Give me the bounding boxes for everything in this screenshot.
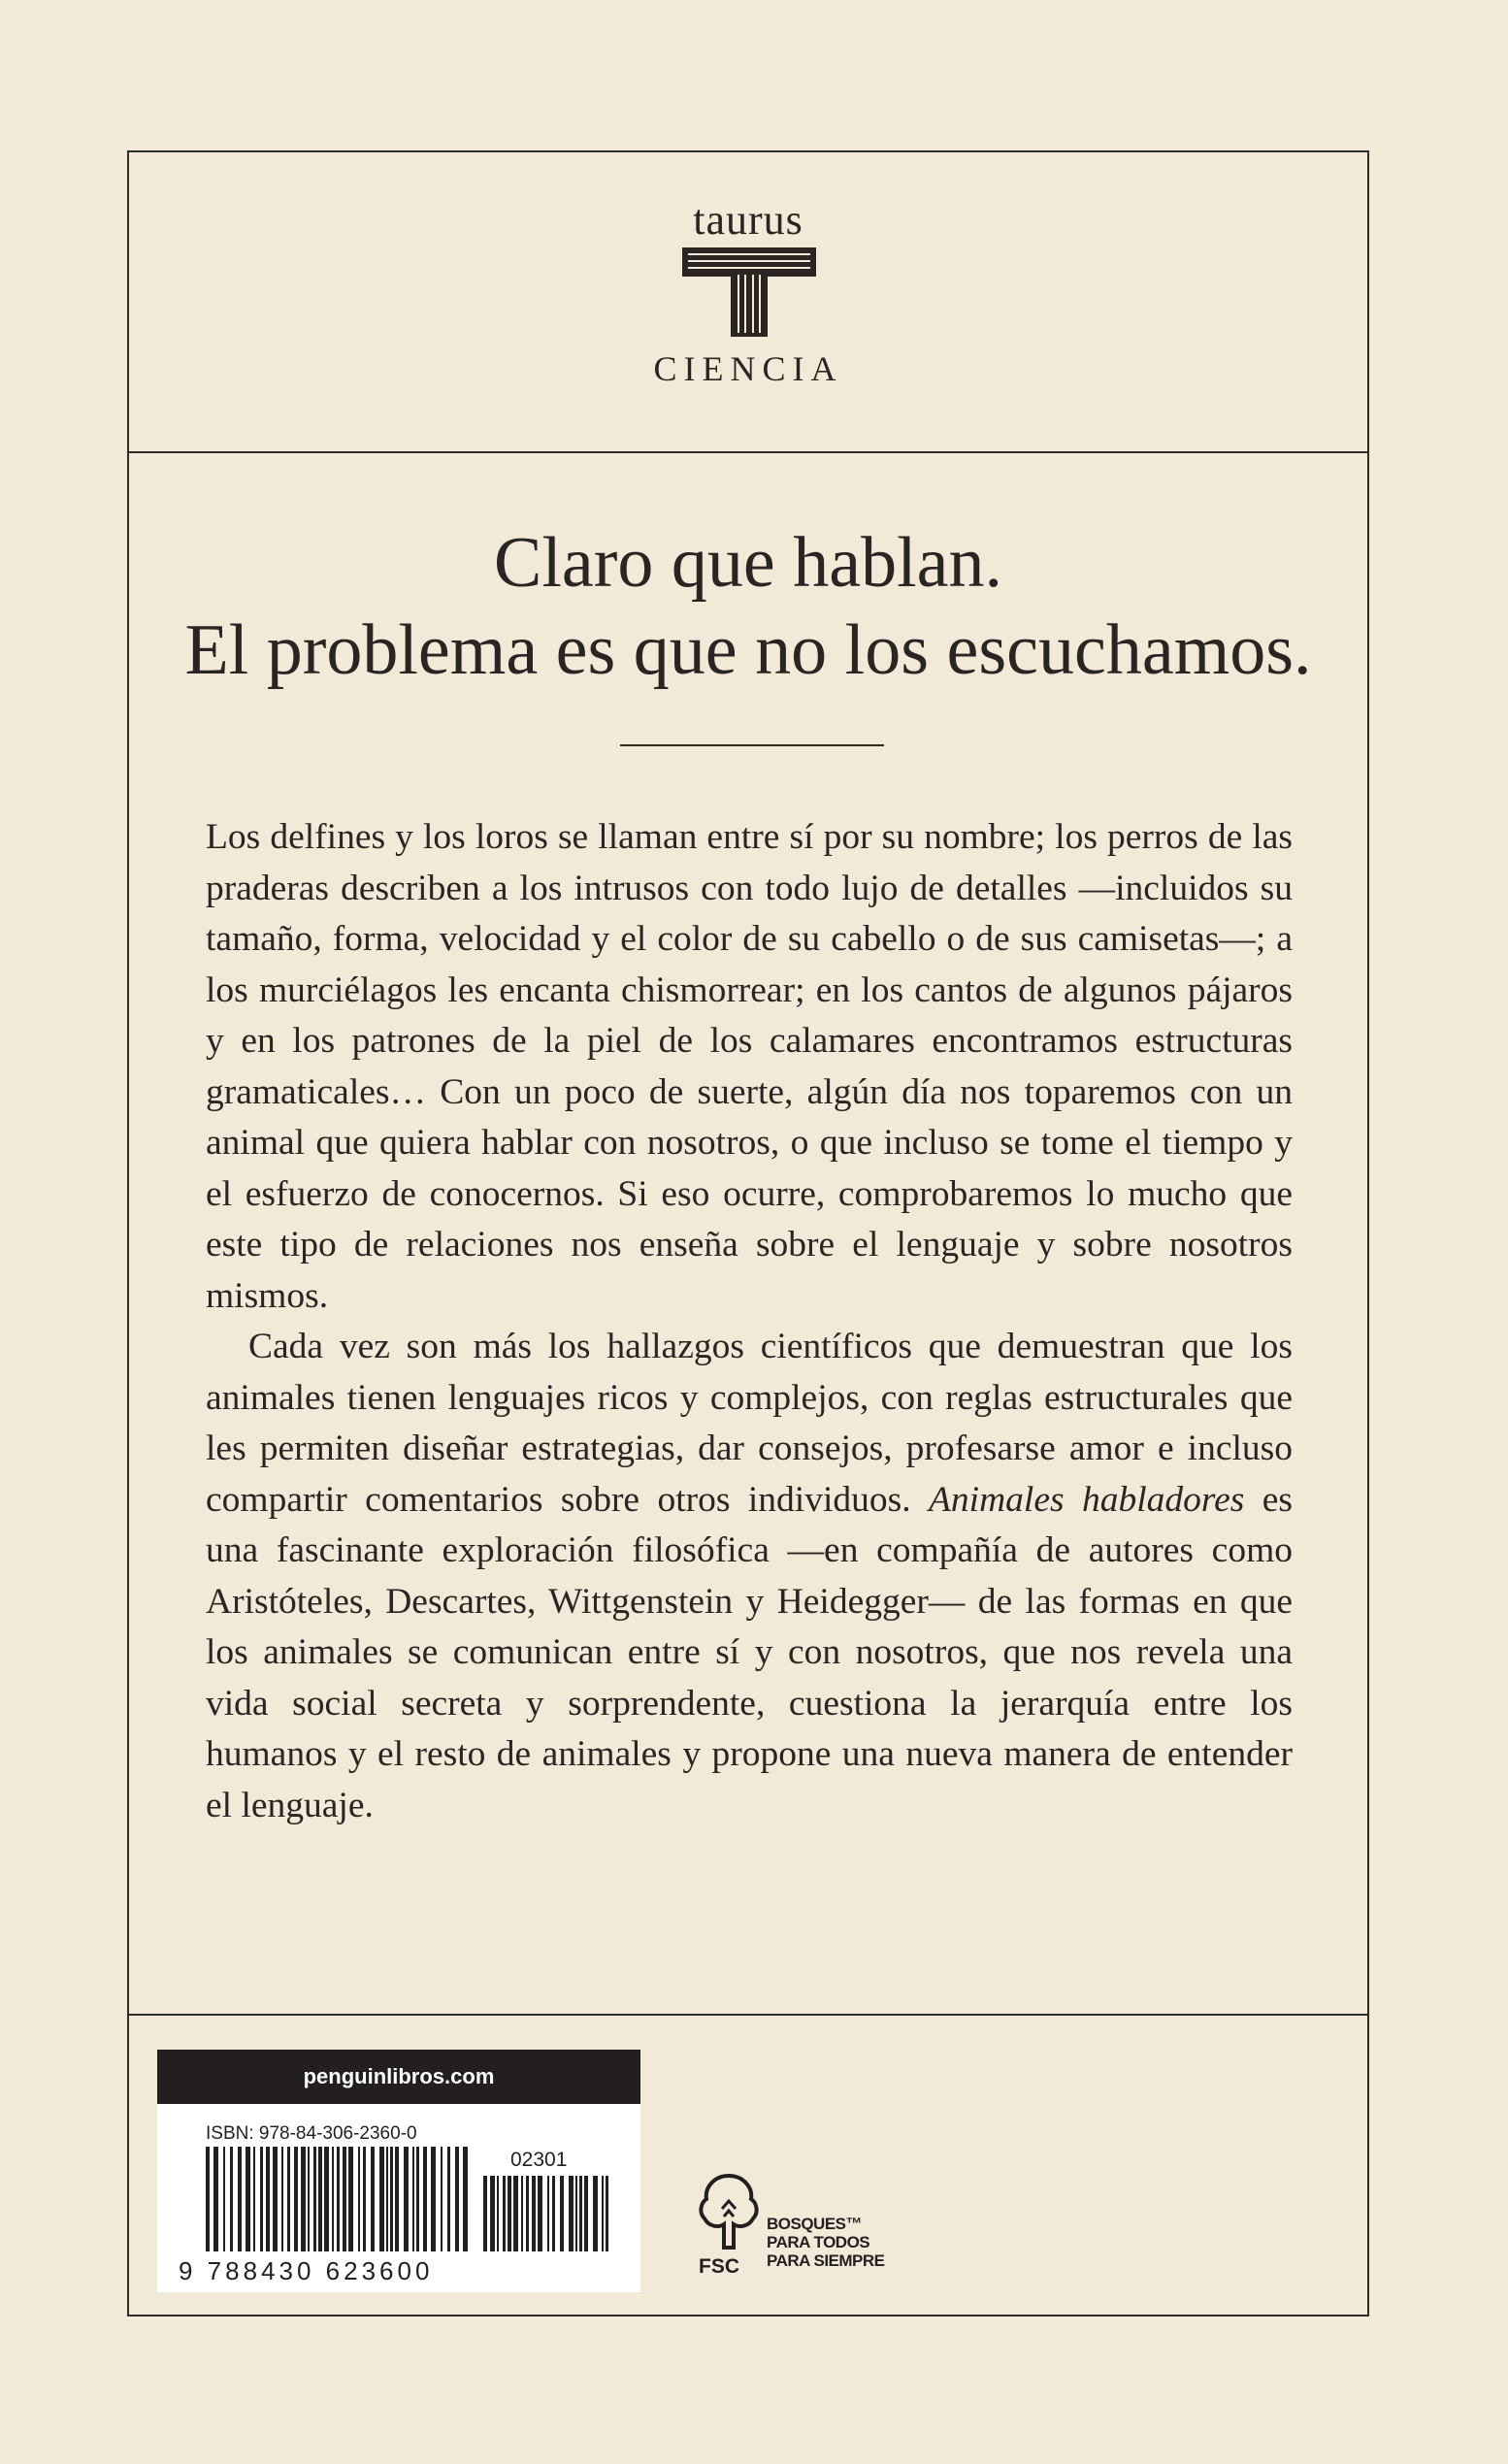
synopsis-paragraph-1: Los delfines y los loros se llaman entre sí por su nombre; los perros de las praderas describen a los intrusos con todo lujo de detalles —incluidos su tamaño, forma, velocidad y el color de su cabello o de sus camisetas—; a los murciélagos les encanta chismorrear; en los cantos de algunos pájaros y en los patrones de la piel de los calamares encontramos estructuras gramaticales… Con un poco de suerte, algún día nos toparemos con un animal que quiera hablar con nosotros, o que incluso se tome el tiempo y el esfuerzo de conocernos. Si eso ocurre, comprobaremos lo mucho que este tipo de relaciones nos enseña sobre el lenguaje y sobre nosotros mismos. bbox=[206, 817, 1293, 1316]
barcode-bar bbox=[230, 2147, 233, 2251]
barcode-bar bbox=[579, 2176, 582, 2251]
barcode-bar bbox=[281, 2147, 283, 2251]
barcode-bar bbox=[238, 2147, 242, 2251]
collection-name: CIENCIA bbox=[653, 349, 843, 388]
barcode-bar bbox=[521, 2176, 523, 2251]
barcode-bar bbox=[606, 2176, 608, 2251]
barcode-bar bbox=[213, 2147, 218, 2251]
fsc-mark bbox=[691, 2172, 943, 2288]
barcode-bar bbox=[508, 2176, 511, 2251]
headline-rule bbox=[620, 744, 884, 746]
website-label: penguinlibros.com bbox=[157, 2050, 640, 2104]
synopsis-paragraph-2-start: Cada vez son más los hallazgos científicos que demuestran que los animales tienen lenguajes ricos y complejos, con reglas estructurales que les permiten diseñar estrategias, dar consejos, profesarse amor e incluso compartir comentarios sobre otros individuos. bbox=[206, 1327, 1293, 1520]
barcode-bar bbox=[386, 2147, 388, 2251]
bottom-divider bbox=[129, 2014, 1367, 2016]
barcode-bar bbox=[513, 2176, 518, 2251]
barcode-bar bbox=[390, 2147, 393, 2251]
synopsis-paragraph-2-end: es una fascinante exploración filosófica —en compañía de autores como Aristóteles, Descartes, Wittgenstein y Heidegger— de las formas en que los animales se comunican entre sí y con nosotros, que nos revela una vida social secreta y sorprendente, cuestiona la jerarquía entre los humanos y el resto de animales y propone una nueva manera de entender el lenguaje. bbox=[206, 1479, 1293, 1825]
barcode-bar bbox=[260, 2147, 263, 2251]
barcode-bar bbox=[324, 2147, 329, 2251]
publisher-brand: taurus bbox=[693, 196, 803, 244]
barcode-bar bbox=[416, 2147, 419, 2251]
barcode-bar bbox=[431, 2147, 436, 2251]
barcode-bar bbox=[526, 2176, 529, 2251]
barcode-bar bbox=[560, 2176, 564, 2251]
barcode-bar bbox=[569, 2176, 574, 2251]
barcode-bar bbox=[318, 2147, 322, 2251]
barcode-bar bbox=[490, 2176, 495, 2251]
headline-line-1: Claro que hablan. bbox=[494, 523, 1002, 603]
addon-number: 02301 bbox=[510, 2149, 568, 2171]
barcode-bar bbox=[206, 2147, 210, 2251]
barcode-bar bbox=[463, 2147, 468, 2251]
isbn-label: ISBN: 978-84-306-2360-0 bbox=[206, 2123, 417, 2144]
barcode-bar bbox=[337, 2147, 340, 2251]
barcode-bar bbox=[253, 2147, 255, 2251]
barcode-bar bbox=[246, 2147, 250, 2251]
barcode-bar bbox=[363, 2147, 366, 2251]
barcode-bar bbox=[266, 2147, 270, 2251]
fsc-claim-line-1: BOSQUES™ bbox=[767, 2215, 863, 2233]
barcode-bar bbox=[497, 2176, 499, 2251]
synopsis bbox=[206, 812, 1293, 1831]
barcode-bar bbox=[547, 2176, 549, 2251]
headline bbox=[129, 519, 1367, 694]
fsc-tree-icon bbox=[695, 2172, 763, 2253]
barcode-bar bbox=[379, 2147, 384, 2251]
barcode-panel bbox=[157, 2050, 640, 2292]
barcode-bar bbox=[455, 2147, 459, 2251]
barcode-bar bbox=[313, 2147, 316, 2251]
barcode-bar bbox=[348, 2147, 353, 2251]
barcode-bar bbox=[301, 2147, 306, 2251]
barcode-bar bbox=[395, 2147, 399, 2251]
barcode-bar bbox=[371, 2147, 375, 2251]
synopsis-paragraph-2 bbox=[206, 1322, 1293, 1831]
barcode-bar bbox=[503, 2176, 506, 2251]
barcode-bar bbox=[287, 2147, 290, 2251]
barcode-bar bbox=[223, 2147, 225, 2251]
barcode-bar bbox=[423, 2147, 427, 2251]
barcode-bar bbox=[358, 2147, 360, 2251]
barcode-bar bbox=[294, 2147, 298, 2251]
barcode-bar bbox=[552, 2176, 555, 2251]
barcode-bar bbox=[343, 2147, 346, 2251]
fsc-label: FSC bbox=[699, 2255, 739, 2278]
barcode-bar bbox=[308, 2147, 310, 2251]
barcode-bar bbox=[332, 2147, 334, 2251]
barcode-bar bbox=[273, 2147, 278, 2251]
barcode-bar bbox=[412, 2147, 414, 2251]
publisher-logo bbox=[129, 152, 1367, 451]
barcode-bar bbox=[404, 2147, 409, 2251]
taurus-t-logo-icon bbox=[680, 246, 818, 339]
barcode-bar bbox=[602, 2176, 604, 2251]
barcode-bar bbox=[538, 2176, 542, 2251]
fsc-claim bbox=[767, 2215, 941, 2270]
barcode-bar bbox=[447, 2147, 450, 2251]
headline-line-2: El problema es que no los escuchamos. bbox=[184, 610, 1312, 690]
barcode-bar bbox=[584, 2176, 588, 2251]
book-title: Animales habladores bbox=[929, 1479, 1245, 1520]
ean-digits: 9 788430 623600 bbox=[179, 2256, 434, 2285]
cover-frame bbox=[127, 150, 1369, 2316]
barcode-bar bbox=[575, 2176, 577, 2251]
fsc-claim-line-2: PARA TODOS bbox=[767, 2233, 870, 2251]
top-divider bbox=[129, 451, 1367, 453]
barcode-bar bbox=[483, 2176, 487, 2251]
barcode-bar bbox=[532, 2176, 536, 2251]
barcode-bar bbox=[441, 2147, 443, 2251]
fsc-claim-line-3: PARA SIEMPRE bbox=[767, 2251, 885, 2270]
barcode-bar bbox=[593, 2176, 598, 2251]
